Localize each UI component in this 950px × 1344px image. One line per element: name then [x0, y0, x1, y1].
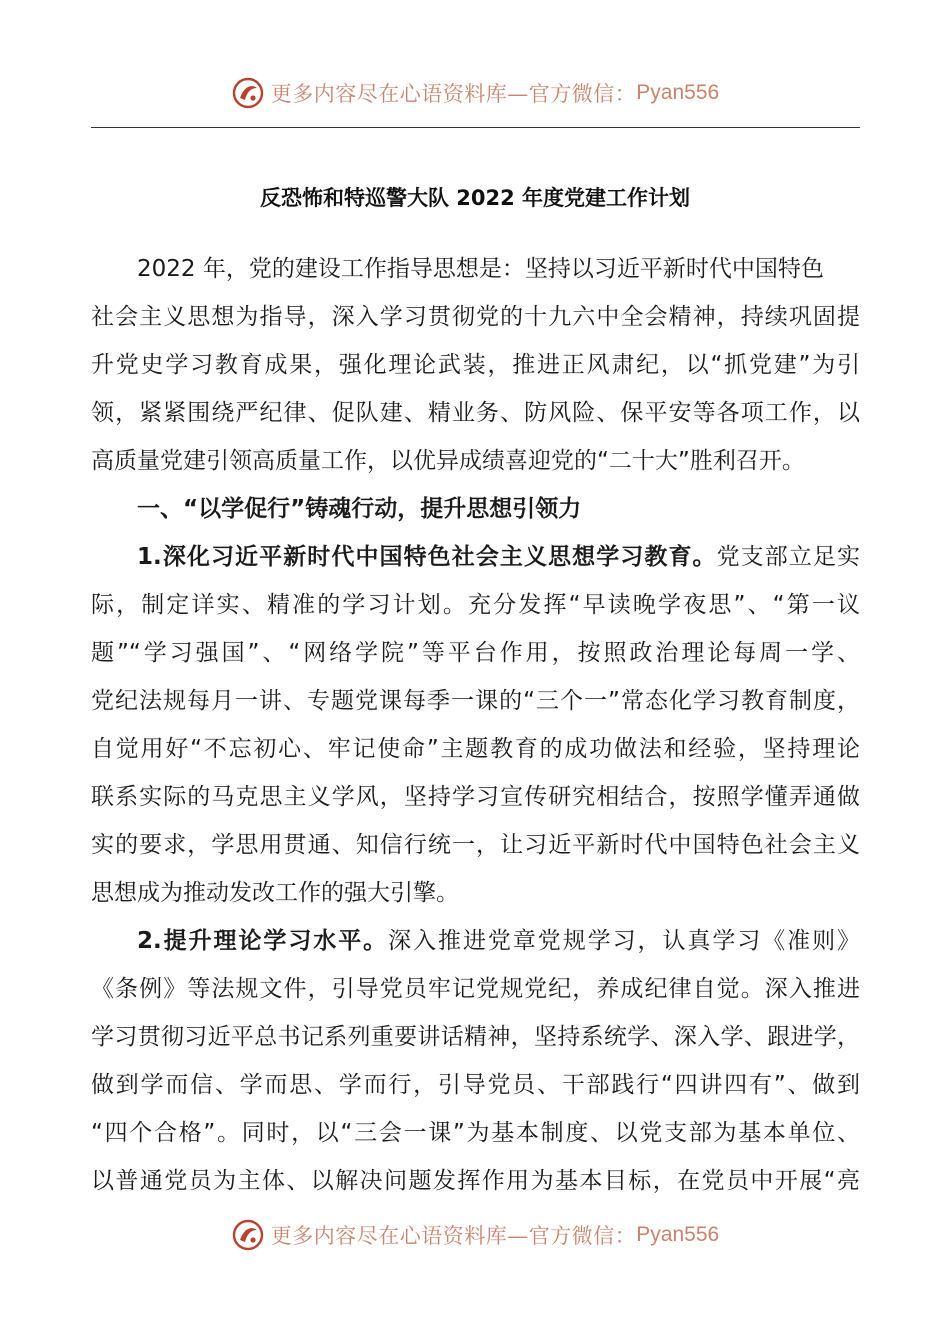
logo-icon — [231, 76, 265, 110]
paragraph-line: 《条例》等法规文件，引导党员牢记党规党纪，养成纪律自觉。深入推进 — [91, 976, 860, 1002]
header-divider — [91, 127, 860, 128]
paragraph-line: “四个合格”。同时，以“三会一课”为基本制度、以党支部为基本单位、 — [91, 1120, 860, 1146]
watermark-id: Pyan556 — [636, 1223, 720, 1246]
paragraph-line: 以普通党员为主体、以解决问题发挥作用为基本目标，在党员中开展“亮 — [91, 1168, 860, 1194]
watermark-id: Pyan556 — [636, 81, 720, 104]
paragraph-line: 题”“学习强国”、“网络学院”等平台作用，按照政治理论每周一学、 — [91, 640, 860, 666]
paragraph-line: 自觉用好“不忘初心、牢记使命”主题教育的成功做法和经验，坚持理论 — [91, 736, 860, 762]
paragraph-line: 联系实际的马克思主义学风，坚持学习宣传研究相结合，按照学懂弄通做 — [91, 784, 860, 810]
item-1-heading: 1.深化习近平新时代中国特色社会主义思想学习教育。 — [137, 544, 717, 570]
paragraph-line: 领，紧紧围绕严纪律、促队建、精业务、防风险、保平安等各项工作，以 — [91, 400, 860, 426]
item-1-first-line — [91, 533, 860, 581]
paragraph-line: 党纪法规每月一讲、专题党课每季一课的“三个一”常态化学习教育制度， — [91, 688, 860, 714]
paragraph-line: 社会主义思想为指导，深入学习贯彻党的十九六中全会精神，持续巩固提 — [91, 304, 860, 330]
page-title: 反恐怖和特巡警大队 2022 年度党建工作计划 — [259, 186, 691, 210]
item-1-text: 党支部立足实 — [716, 544, 860, 570]
item-2-text: 深入推进党章党规学习，认真学习《准则》 — [388, 928, 860, 954]
paragraph-line: 际，制定详实、精准的学习计划。充分发挥“早读晚学夜思”、“第一议 — [91, 592, 860, 618]
document-body — [91, 245, 860, 1205]
item-2-heading: 2.提升理论学习水平。 — [137, 928, 389, 954]
paragraph-line: 学习贯彻习近平总书记系列重要讲话精神，坚持系统学、深入学、跟进学， — [91, 1024, 860, 1050]
paragraph-line: 升党史学习教育成果，强化理论武装，推进正风肃纪，以“抓党建”为引 — [91, 352, 860, 378]
paragraph-line: 2022 年，党的建设工作指导思想是：坚持以习近平新时代中国特色 — [137, 256, 824, 282]
logo-icon — [231, 1218, 265, 1252]
watermark-text: 更多内容尽在心语资料库—官方微信： — [270, 1224, 637, 1248]
paragraph-line: 思想成为推动发改工作的强大引擎。 — [91, 880, 459, 906]
header-watermark — [0, 68, 950, 118]
section-heading: 一、“以学促行”铸魂行动，提升思想引领力 — [137, 496, 582, 522]
paragraph-line: 高质量党建引领高质量工作，以优异成绩喜迎党的“二十大”胜利召开。 — [91, 448, 805, 474]
paragraph-line: 实的要求，学思用贯通、知信行统一，让习近平新时代中国特色社会主义 — [91, 832, 860, 858]
paragraph-line: 做到学而信、学而思、学而行，引导党员、干部践行“四讲四有”、做到 — [91, 1072, 860, 1098]
watermark-text: 更多内容尽在心语资料库—官方微信： — [270, 82, 637, 106]
footer-watermark — [0, 1210, 950, 1260]
item-2-first-line — [91, 917, 860, 965]
